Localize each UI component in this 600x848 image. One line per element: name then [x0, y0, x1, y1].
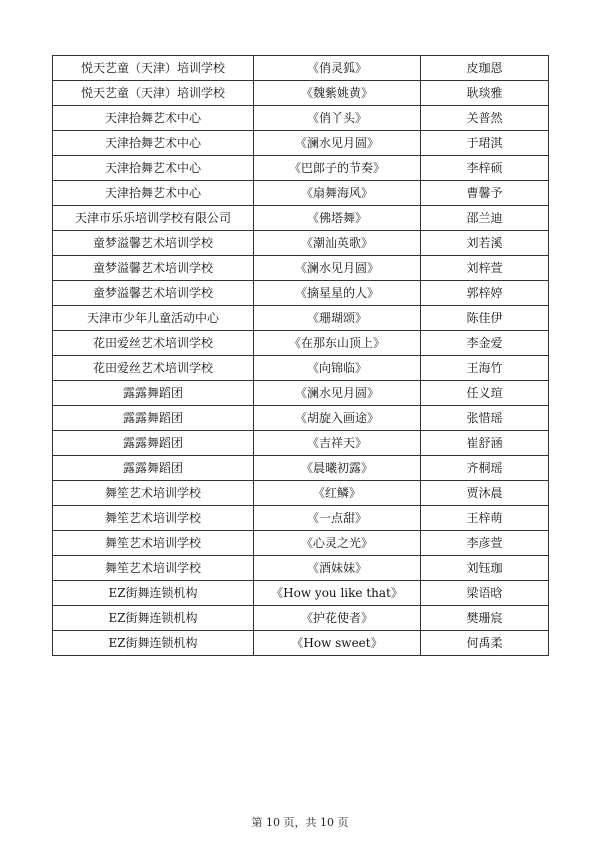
organization-cell: 露露舞蹈团 [53, 431, 254, 456]
work-title-cell: 《潮汕英歌》 [254, 231, 421, 256]
performer-name-cell: 曹馨予 [421, 181, 549, 206]
table-row [53, 231, 549, 256]
table-row [53, 356, 549, 381]
performer-name-cell: 张惜瑶 [421, 406, 549, 431]
work-title-cell: 《吉祥天》 [254, 431, 421, 456]
work-title-cell: 《酒妹妹》 [254, 556, 421, 581]
work-title-cell: 《护花使者》 [254, 606, 421, 631]
work-title-cell: 《晨曦初露》 [254, 456, 421, 481]
organization-cell: 天津市少年儿童活动中心 [53, 306, 254, 331]
performer-name-cell: 贾沐晨 [421, 481, 549, 506]
work-title-cell: 《魏紫姚黄》 [254, 81, 421, 106]
table-row [53, 531, 549, 556]
work-title-cell: 《扇舞海风》 [254, 181, 421, 206]
table-row [53, 131, 549, 156]
organization-cell: 童梦溢馨艺术培训学校 [53, 231, 254, 256]
performer-name-cell: 刘若溪 [421, 231, 549, 256]
table-row [53, 106, 549, 131]
performer-name-cell: 邵兰迪 [421, 206, 549, 231]
performer-name-cell: 李金爱 [421, 331, 549, 356]
organization-cell: 舞笙艺术培训学校 [53, 556, 254, 581]
organization-cell: 露露舞蹈团 [53, 381, 254, 406]
work-title-cell: 《心灵之光》 [254, 531, 421, 556]
work-title-cell: 《胡旋入画途》 [254, 406, 421, 431]
table-row [53, 56, 549, 81]
organization-cell: 天津拾舞艺术中心 [53, 106, 254, 131]
performer-name-cell: 李梓硕 [421, 156, 549, 181]
performer-name-cell: 郭梓婷 [421, 281, 549, 306]
participant-table-body [53, 56, 549, 656]
work-title-cell: 《澜水见月圆》 [254, 131, 421, 156]
table-row [53, 406, 549, 431]
table-row [53, 506, 549, 531]
organization-cell: 天津拾舞艺术中心 [53, 131, 254, 156]
page-footer: 第 10 页，共 10 页 [251, 816, 349, 829]
work-title-cell: 《How you like that》 [254, 581, 421, 606]
table-row [53, 156, 549, 181]
performer-name-cell: 耿琰雅 [421, 81, 549, 106]
organization-cell: EZ街舞连锁机构 [53, 631, 254, 656]
performer-name-cell: 王梓萌 [421, 506, 549, 531]
performer-name-cell: 于珺淇 [421, 131, 549, 156]
table-row [53, 456, 549, 481]
table-row [53, 556, 549, 581]
organization-cell: 舞笙艺术培训学校 [53, 531, 254, 556]
performer-name-cell: 任义瑄 [421, 381, 549, 406]
organization-cell: 童梦溢馨艺术培训学校 [53, 281, 254, 306]
table-row [53, 81, 549, 106]
table-row [53, 181, 549, 206]
work-title-cell: 《珊瑚颂》 [254, 306, 421, 331]
table-row [53, 431, 549, 456]
performer-name-cell: 陈佳伊 [421, 306, 549, 331]
table-row [53, 381, 549, 406]
performer-name-cell: 何禹柔 [421, 631, 549, 656]
table-row [53, 206, 549, 231]
performer-name-cell: 齐桐瑶 [421, 456, 549, 481]
performer-name-cell: 梁语晗 [421, 581, 549, 606]
organization-cell: 花田爱丝艺术培训学校 [53, 331, 254, 356]
table-row [53, 331, 549, 356]
work-title-cell: 《在那东山顶上》 [254, 331, 421, 356]
participant-table [52, 55, 549, 656]
table-row [53, 306, 549, 331]
performer-name-cell: 皮珈恩 [421, 56, 549, 81]
table-row [53, 631, 549, 656]
performer-name-cell: 关普然 [421, 106, 549, 131]
work-title-cell: 《向锦临》 [254, 356, 421, 381]
work-title-cell: 《澜水见月圆》 [254, 381, 421, 406]
organization-cell: 花田爱丝艺术培训学校 [53, 356, 254, 381]
work-title-cell: 《巴郎子的节奏》 [254, 156, 421, 181]
performer-name-cell: 李彦萱 [421, 531, 549, 556]
table-row [53, 581, 549, 606]
performer-name-cell: 刘钰珈 [421, 556, 549, 581]
organization-cell: 童梦溢馨艺术培训学校 [53, 256, 254, 281]
table-row [53, 256, 549, 281]
performer-name-cell: 崔舒涵 [421, 431, 549, 456]
organization-cell: 悦天艺童（天津）培训学校 [53, 81, 254, 106]
work-title-cell: 《澜水见月圆》 [254, 256, 421, 281]
organization-cell: 天津拾舞艺术中心 [53, 181, 254, 206]
work-title-cell: 《How sweet》 [254, 631, 421, 656]
performer-name-cell: 樊珊宸 [421, 606, 549, 631]
work-title-cell: 《一点甜》 [254, 506, 421, 531]
work-title-cell: 《佛塔舞》 [254, 206, 421, 231]
organization-cell: 舞笙艺术培训学校 [53, 506, 254, 531]
organization-cell: 悦天艺童（天津）培训学校 [53, 56, 254, 81]
work-title-cell: 《红鳞》 [254, 481, 421, 506]
table-row [53, 606, 549, 631]
table-row [53, 481, 549, 506]
table-row [53, 281, 549, 306]
organization-cell: 露露舞蹈团 [53, 456, 254, 481]
organization-cell: 舞笙艺术培训学校 [53, 481, 254, 506]
work-title-cell: 《摘星星的人》 [254, 281, 421, 306]
organization-cell: EZ街舞连锁机构 [53, 581, 254, 606]
organization-cell: 天津市乐乐培训学校有限公司 [53, 206, 254, 231]
performer-name-cell: 王海竹 [421, 356, 549, 381]
organization-cell: 天津拾舞艺术中心 [53, 156, 254, 181]
organization-cell: EZ街舞连锁机构 [53, 606, 254, 631]
work-title-cell: 《俏灵狐》 [254, 56, 421, 81]
performer-name-cell: 刘梓萱 [421, 256, 549, 281]
work-title-cell: 《俏丫头》 [254, 106, 421, 131]
organization-cell: 露露舞蹈团 [53, 406, 254, 431]
